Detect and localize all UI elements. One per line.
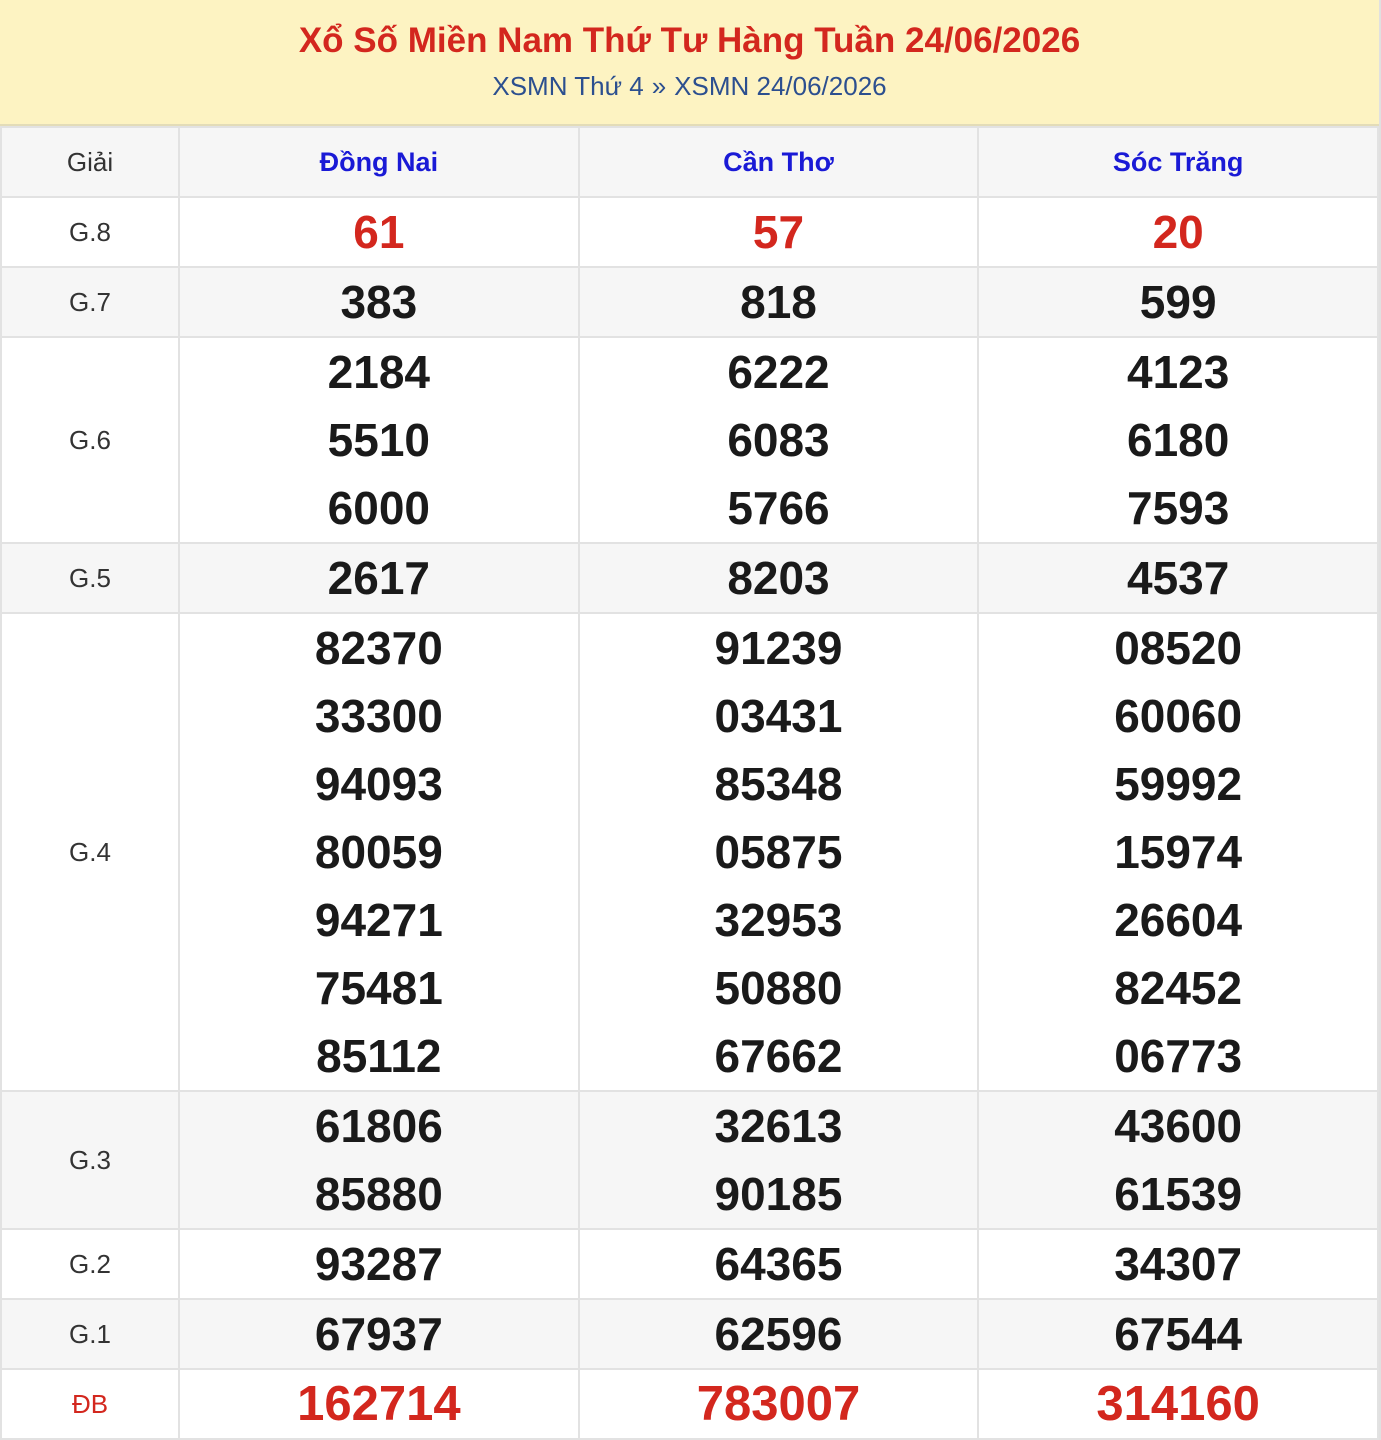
prize-number: 6222 [727, 346, 830, 398]
prize-cell [978, 1369, 1378, 1439]
breadcrumb-link-date[interactable]: XSMN 24/06/2026 [674, 71, 887, 101]
breadcrumb [0, 66, 1379, 106]
prize-cell [978, 197, 1378, 267]
prize-number: 57 [752, 206, 805, 258]
prize-cell [179, 1229, 579, 1299]
prize-number: 03431 [714, 690, 843, 742]
breadcrumb-separator: » [651, 71, 667, 101]
prize-number: 85348 [714, 758, 843, 810]
province-header-can-tho[interactable]: Cần Thơ [579, 127, 979, 197]
prize-cell [579, 1299, 979, 1369]
prize-cell [978, 267, 1378, 337]
prize-number: 64365 [714, 1238, 843, 1290]
prize-label: G.2 [1, 1229, 179, 1299]
prize-cell [978, 613, 1378, 1091]
prize-number: 162714 [297, 1377, 461, 1431]
prize-row [1, 337, 1378, 543]
prize-number: 34307 [1114, 1238, 1243, 1290]
prize-number: 33300 [314, 690, 443, 742]
results-header [0, 0, 1379, 126]
prize-number: 61806 [314, 1100, 443, 1152]
prize-cell [179, 1299, 579, 1369]
prize-number: 91239 [714, 622, 843, 674]
prize-number: 6180 [1126, 414, 1230, 466]
prize-number: 15974 [1114, 826, 1243, 878]
prize-number: 32613 [714, 1100, 843, 1152]
prize-cell [978, 1091, 1378, 1229]
prize-cell [579, 1229, 979, 1299]
prize-column-header: Giải [1, 127, 179, 197]
prize-label: G.7 [1, 267, 179, 337]
prize-number: 818 [740, 276, 817, 328]
prize-cell [978, 337, 1378, 543]
prize-cell [179, 1369, 579, 1439]
prize-number: 67662 [714, 1030, 843, 1082]
prize-number: 20 [1152, 206, 1204, 258]
prize-number: 08520 [1114, 622, 1243, 674]
prize-label: G.8 [1, 197, 179, 267]
prize-number: 75481 [314, 962, 443, 1014]
prize-cell [579, 337, 979, 543]
prize-number: 80059 [314, 826, 443, 878]
prize-number: 05875 [714, 826, 843, 878]
prize-number: 43600 [1114, 1100, 1243, 1152]
prize-number: 2617 [327, 552, 430, 604]
prize-cell [179, 337, 579, 543]
prize-row [1, 543, 1378, 613]
prize-number: 5766 [727, 482, 830, 534]
prize-cell [579, 1369, 979, 1439]
prize-row [1, 1091, 1378, 1229]
prize-cell [579, 613, 979, 1091]
prize-cell [579, 543, 979, 613]
prize-number: 06773 [1114, 1030, 1243, 1082]
results-table [0, 126, 1379, 1440]
prize-number: 2184 [327, 346, 430, 398]
prize-number: 7593 [1126, 482, 1230, 534]
prize-number: 6083 [727, 414, 830, 466]
prize-number: 599 [1139, 276, 1217, 328]
prize-label: G.6 [1, 337, 179, 543]
prize-number: 383 [340, 276, 418, 328]
prize-row [1, 613, 1378, 1091]
prize-number: 59992 [1114, 758, 1243, 810]
prize-row [1, 267, 1378, 337]
breadcrumb-link-weekday[interactable]: XSMN Thứ 4 [492, 71, 644, 101]
prize-number: 85880 [314, 1168, 443, 1220]
prize-number: 50880 [714, 962, 843, 1014]
prize-label: G.3 [1, 1091, 179, 1229]
prize-label: G.1 [1, 1299, 179, 1369]
prize-row [1, 1369, 1378, 1439]
prize-number: 94271 [314, 894, 443, 946]
prize-cell [579, 267, 979, 337]
prize-number: 26604 [1114, 894, 1243, 946]
prize-label: G.4 [1, 613, 179, 1091]
prize-cell [179, 267, 579, 337]
prize-label: ĐB [1, 1369, 179, 1439]
page-title: Xổ Số Miền Nam Thứ Tư Hàng Tuần 24/06/2026 [298, 21, 1081, 60]
prize-number: 94093 [314, 758, 443, 810]
prize-label: G.5 [1, 543, 179, 613]
prize-cell [579, 197, 979, 267]
prize-number: 4537 [1126, 552, 1230, 604]
province-header-dong-nai[interactable]: Đồng Nai [179, 127, 579, 197]
prize-number: 4123 [1126, 346, 1230, 398]
prize-number: 60060 [1114, 690, 1243, 742]
prize-row [1, 197, 1378, 267]
prize-cell [179, 543, 579, 613]
prize-number: 62596 [714, 1308, 843, 1360]
prize-number: 8203 [727, 552, 830, 604]
province-header-soc-trang[interactable]: Sóc Trăng [978, 127, 1378, 197]
prize-cell [978, 1229, 1378, 1299]
prize-number: 61 [353, 206, 405, 258]
prize-number: 5510 [327, 414, 430, 466]
prize-number: 82452 [1114, 962, 1243, 1014]
prize-cell [978, 1299, 1378, 1369]
prize-row [1, 1229, 1378, 1299]
prize-number: 85112 [316, 1030, 442, 1082]
prize-cell [579, 1091, 979, 1229]
prize-number: 6000 [327, 482, 430, 534]
prize-number: 32953 [714, 894, 843, 946]
prize-number: 314160 [1096, 1377, 1260, 1431]
prize-number: 93287 [314, 1238, 443, 1290]
prize-number: 61539 [1114, 1168, 1243, 1220]
prize-number: 82370 [314, 622, 443, 674]
prize-cell [179, 197, 579, 267]
prize-cell [179, 613, 579, 1091]
prize-number: 67937 [314, 1308, 443, 1360]
prize-row [1, 1299, 1378, 1369]
prize-number: 90185 [714, 1168, 843, 1220]
prize-cell [179, 1091, 579, 1229]
prize-number: 783007 [696, 1377, 861, 1431]
prize-cell [978, 543, 1378, 613]
prize-number: 67544 [1114, 1308, 1243, 1360]
table-header-row [1, 127, 1378, 197]
